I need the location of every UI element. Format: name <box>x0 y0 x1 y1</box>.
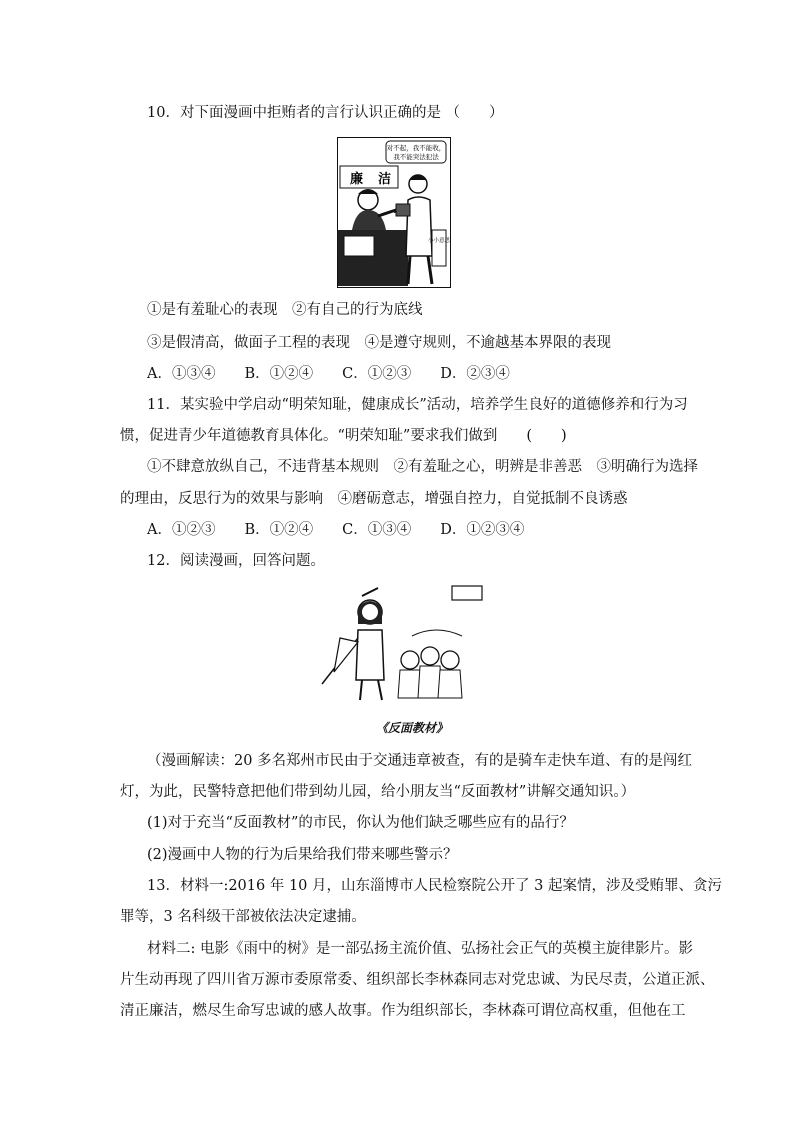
q12-subquestion-1: (1)对于充当“反面教材”的市民，你认为他们缺乏哪些应有的品行？ <box>147 815 574 831</box>
q12-interpretation-line1: （漫画解读：20 多名郑州市民由于交通违章被查，有的是骑车走快车道、有的是闯红 <box>147 753 693 769</box>
q10-choices: A．①③④ B．①②④ C．①②③ D．②③④ <box>147 366 510 382</box>
speech-text-1: 对不起，我不能收， <box>386 144 446 152</box>
q13-material2-line3: 清正廉洁，燃尽生命写忠诚的感人故事。作为组织部长，李林森可谓位高权重，但他在工 <box>120 1003 686 1019</box>
q10-cartoon <box>337 137 451 288</box>
q12-interpretation-line2: 灯，为此，民警特意把他们带到幼儿园，给小朋友当“反面教材”讲解交通知识。） <box>120 784 636 800</box>
q12-cartoon <box>312 580 486 705</box>
q11-options-line1: ①不肆意放纵自己，不违背基本规则 ②有羞耻之心，明辨是非善恶 ③明确行为选择 <box>147 459 698 475</box>
sign-left-char: 廉 <box>350 172 364 187</box>
q13-material2-line1: 材料二: 电影《雨中的树》是一部弘扬主流价值、弘扬社会正气的英模主旋律影片。影 <box>147 941 693 957</box>
sign-right-char: 洁 <box>378 172 392 187</box>
q10-stem: 10．对下面漫画中拒贿者的言行认识正确的是 （ ） <box>147 105 504 121</box>
q12-caption: 《反面教材》 <box>375 721 448 735</box>
q12-subquestion-2: (2)漫画中人物的行为后果给我们带来哪些警示？ <box>147 847 458 863</box>
gift-label: 小小意思 <box>427 238 450 244</box>
q11-stem-line2: 惯，促进青少年道德教育具体化。“明荣知耻”要求我们做到 ( ) <box>120 428 567 444</box>
q11-stem-line1: 11．某实验中学启动“明荣知耻，健康成长”活动，培养学生良好的道德修养和行为习 <box>147 397 688 413</box>
speech-text-2: 我不能突法犯法 <box>393 153 439 161</box>
traffic-violator-cartoon <box>312 580 486 705</box>
q11-options-line2: 的理由，反思行为的效果与影响 ④磨砺意志，增强自控力，自觉抵制不良诱惑 <box>120 491 628 507</box>
q12-stem: 12．阅读漫画，回答问题。 <box>147 553 325 569</box>
q10-options-line1: ①是有羞耻心的表现 ②有自己的行为底线 <box>147 302 423 318</box>
q11-choices: A．①②③ B．①②④ C．①③④ D．①②③④ <box>147 522 525 538</box>
q13-material1-line2: 罪等，3 名科级干部被依法决定逮捕。 <box>120 909 366 925</box>
bribe-refusal-cartoon <box>338 138 450 287</box>
q13-material2-line2: 片生动再现了四川省万源市委原常委、组织部长李林森同志对党忠诚、为民尽责，公道正派、 <box>120 972 715 988</box>
q10-options-line2: ③是假清高，做面子工程的表现 ④是遵守规则，不逾越基本界限的表现 <box>147 335 611 351</box>
q13-material1-line1: 13．材料一:2016 年 10 月，山东淄博市人民检察院公开了 3 起案情，涉及受贿罪、贪污 <box>147 878 722 894</box>
